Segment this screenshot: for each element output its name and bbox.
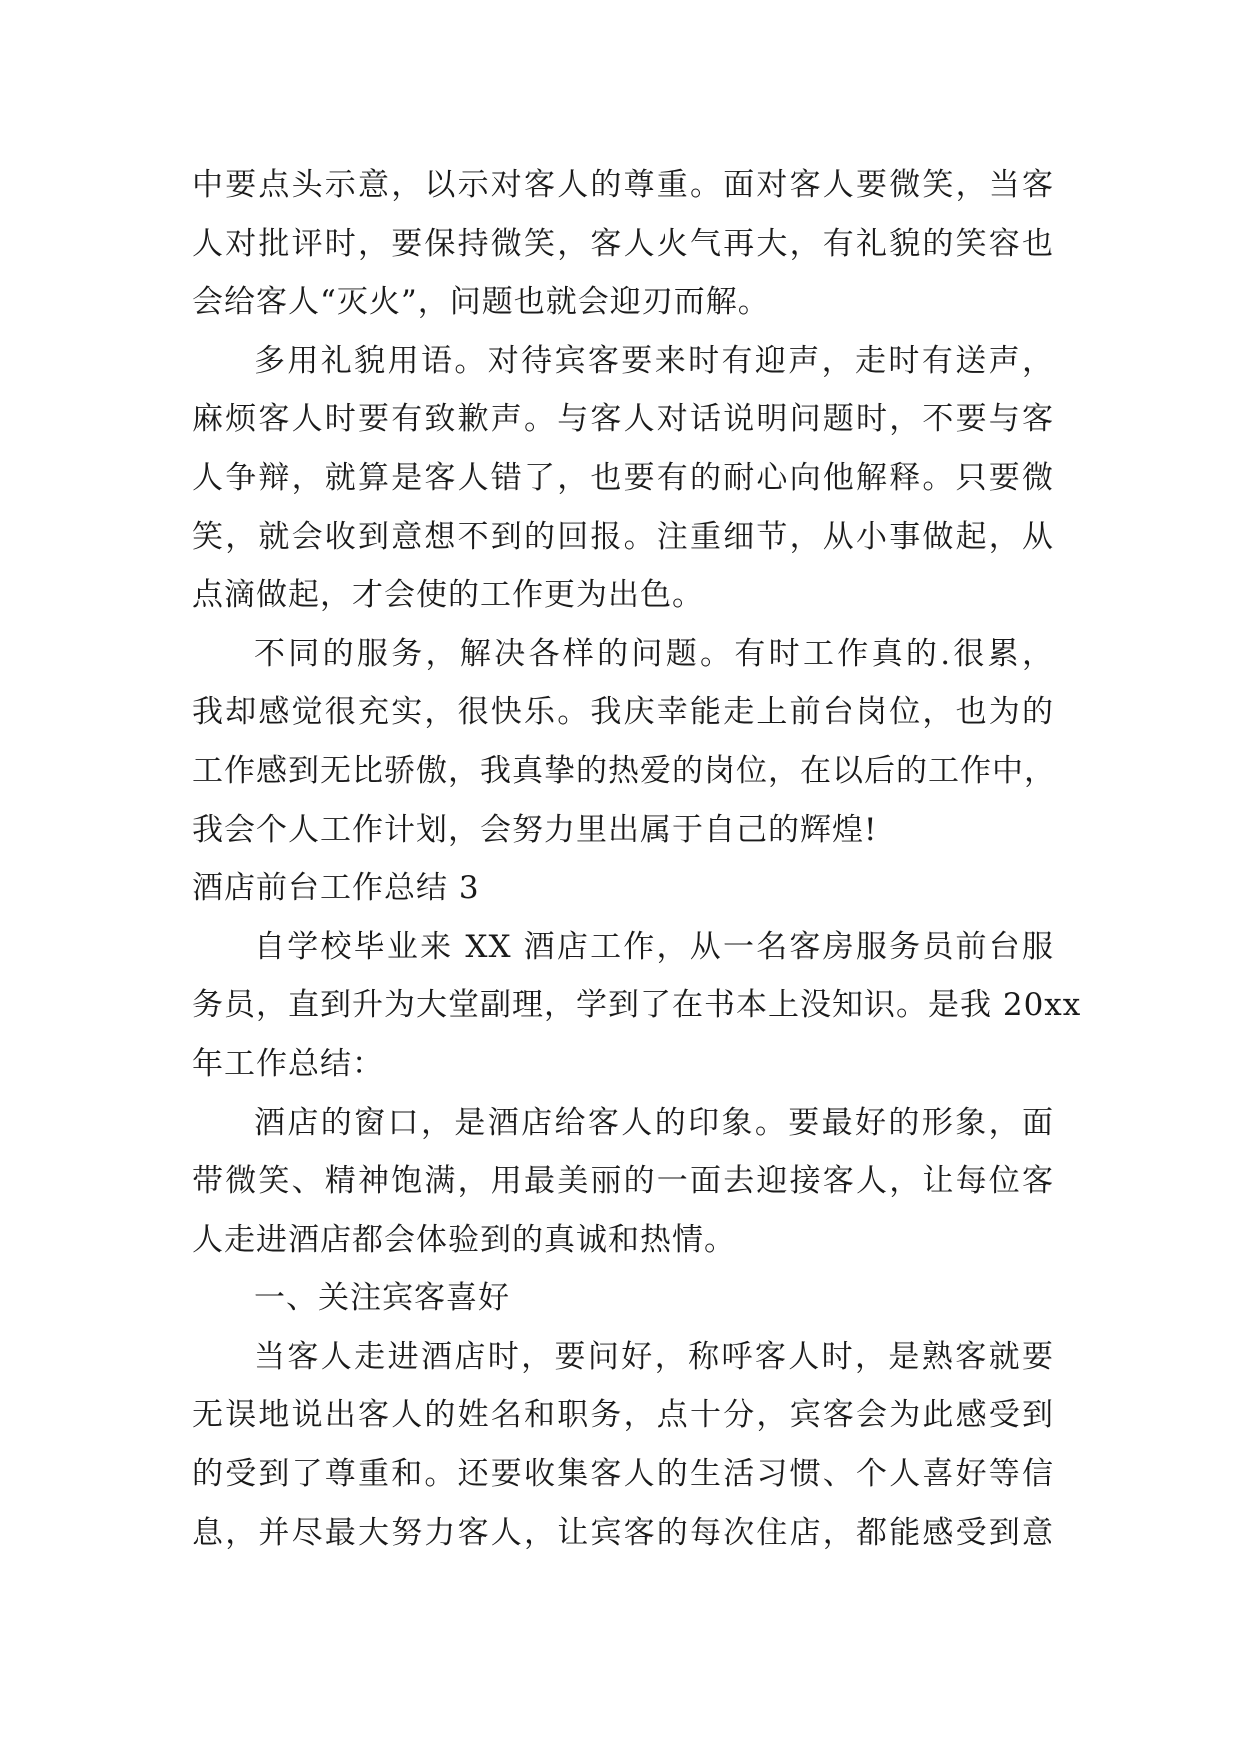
text-line: 的受到了尊重和。还要收集客人的生活习惯、个人喜好等信 [192,1456,1054,1493]
text-line: 务员，直到升为大堂副理，学到了在书本上没知识。是我 20xx [192,987,1082,1024]
text-line: 笑，就会收到意想不到的回报。注重细节，从小事做起，从 [192,518,1054,555]
text-line: 无误地说出客人的姓名和职务，点十分，宾客会为此感受到 [192,1397,1054,1434]
text-line: 中要点头示意，以示对客人的尊重。面对客人要微笑，当客 [192,167,1054,203]
text-line: 麻烦客人时要有致歉声。与客人对话说明问题时，不要与客 [192,401,1054,438]
text-line: 年工作总结： [192,1045,384,1082]
text-line: 人对批评时，要保持微笑，客人火气再大，有礼貌的笑容也 [192,225,1054,262]
text-line: 会给客人“灭火”，问题也就会迎刃而解。 [192,284,770,321]
text-line: 不同的服务，解决各样的问题。有时工作真的.很累， [254,635,1054,672]
section-heading: 酒店前台工作总结 3 [192,870,480,907]
text-line: 带微笑、精神饱满，用最美丽的一面去迎接客人，让每位客 [192,1163,1054,1200]
text-line: 自学校毕业来 XX 酒店工作，从一名客房服务员前台服 [254,928,1054,965]
text-line: 一、关注宾客喜好 [254,1280,510,1317]
text-line: 工作感到无比骄傲，我真挚的热爱的岗位，在以后的工作中， [192,752,1056,789]
text-line: 息，并尽最大努力客人，让宾客的每次住店，都能感受到意 [192,1514,1054,1551]
text-line: 多用礼貌用语。对待宾客要来时有迎声，走时有送声， [254,342,1054,379]
text-line: 酒店的窗口，是酒店给客人的印象。要最好的形象，面 [254,1104,1054,1141]
text-line: 我会个人工作计划，会努力里出属于自己的辉煌! [192,811,878,848]
text-line: 我却感觉很充实，很快乐。我庆幸能走上前台岗位，也为的 [192,694,1054,731]
text-line: 点滴做起，才会使的工作更为出色。 [192,577,704,614]
text-line: 当客人走进酒店时，要问好，称呼客人时，是熟客就要 [254,1338,1054,1375]
document-body [192,156,1082,1562]
text-line: 人走进酒店都会体验到的真诚和热情。 [192,1221,736,1258]
text-line: 人争辩，就算是客人错了，也要有的耐心向他解释。只要微 [192,459,1054,496]
